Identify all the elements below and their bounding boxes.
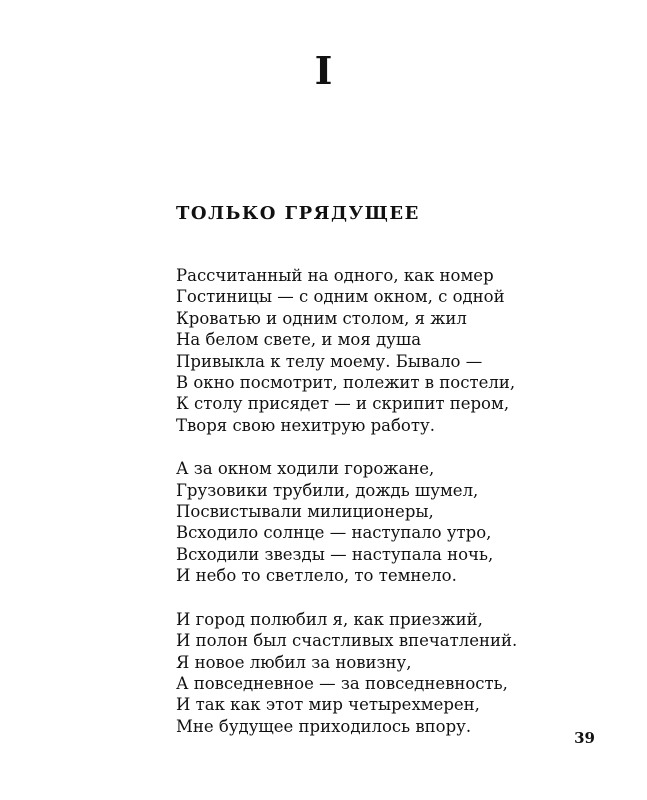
poem-line: Мне будущее приходилось впору. [176,716,472,736]
poem-line: Я новое любил за новизну, [176,652,412,672]
section-numeral: I [314,48,333,93]
poem-line: Кроватью и одним столом, я жил [176,308,467,328]
stanza-1 [176,265,616,436]
poem-line: И полон был счастливых впечатлений. [176,631,518,651]
poem-line: А за окном ходили горожане, [176,459,435,479]
poem-title: ТОЛЬКО ГРЯДУЩЕЕ [176,203,420,224]
poem-line: В окно посмотрит, полежит в постели, [176,373,516,393]
poem-body [176,265,616,759]
poem-line: Привыкла к телу моему. Бывало — [176,351,483,371]
poem-line: На белом свете, и моя душа [176,330,422,350]
poem-line: И небо то светлело, то темнело. [176,566,457,586]
poem-line: Рассчитанный на одного, как номер [176,266,494,285]
stanza-3 [176,609,616,737]
poem-line: К столу присядет — и скрипит пером, [176,394,510,414]
poem-line: А повседневное — за повседневность, [176,673,508,693]
poem-line: И так как этот мир четырехмерен, [176,695,480,715]
poem-line: Всходили звезды — наступала ночь, [176,544,494,564]
page-number: 39 [574,729,595,747]
poem-line: Творя свою нехитрую работу. [176,415,435,435]
poem-line: Гостиницы — с одним окном, с одной [176,287,505,307]
stanza-2 [176,458,616,586]
poem-line: Грузовики трубили, дождь шумел, [176,480,479,500]
poem-line: Посвистывали милиционеры, [176,502,434,522]
poem-line: И город полюбил я, как приезжий, [176,609,483,629]
poem-line: Всходило солнце — наступало утро, [176,523,492,543]
